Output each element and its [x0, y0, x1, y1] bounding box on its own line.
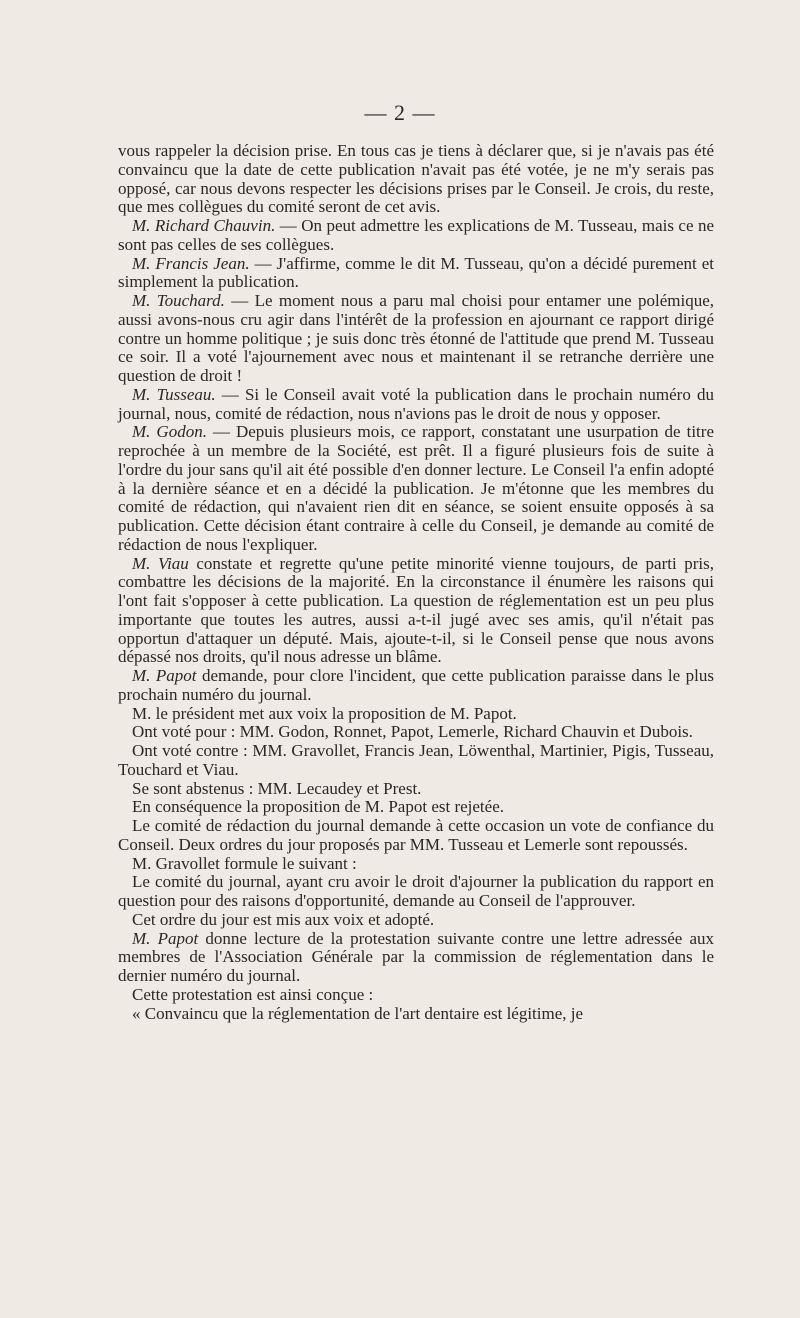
paragraph-text: demande, pour clore l'incident, que cette publication paraisse dans le plus prochain numéro du journal.	[118, 666, 714, 704]
speaker-name: M. Francis Jean.	[132, 253, 250, 273]
paragraph	[118, 798, 714, 817]
paragraph-text: vous rappeler la décision prise. En tous cas je tiens à déclarer que, si je n'avais pas été convaincu que la date de cette publication n'avait pas été votée, je ne m'y serais pas opposé, car nous devons respecter les décisions prises par le Conseil. Je crois, du reste, que mes collègues du comité seront de cet avis.	[118, 141, 714, 217]
speaker-name: M. Papot	[132, 928, 199, 948]
paragraph-text: Ont voté pour : MM. Godon, Ronnet, Papot, Lemerle, Richard Chauvin et Dubois.	[132, 722, 693, 742]
paragraph-text: constate et regrette qu'une petite minorité vienne toujours, de parti pris, combattre les décisions de la majorité. En la circonstance il énumère les raisons qui l'ont fait s'opposer à cette publication. La question de réglementation est un peu plus importante que toutes les autres, aussi a-t-il jugé avec ses amis, qu'il n'était pas opportun d'attaquer un député. Mais, ajoute-t-il, si le Conseil pense que nous avons dépassé nos droits, qu'il nous adresse un blâme.	[118, 553, 714, 667]
speaker-name: M. Viau	[132, 553, 189, 573]
paragraph-text: Se sont abstenus : MM. Lecaudey et Prest.	[132, 778, 422, 798]
paragraph	[118, 742, 714, 780]
paragraph	[118, 555, 714, 668]
speaker-name: M. Tusseau.	[132, 384, 216, 404]
paragraph	[118, 873, 714, 911]
speaker-name: M. Touchard.	[132, 291, 225, 310]
paragraph	[118, 780, 714, 799]
paragraph-text: Cette protestation est ainsi conçue :	[132, 984, 374, 1004]
paragraph-text: Ont voté contre : MM. Gravollet, Francis Jean, Löwenthal, Martinier, Pigis, Tusseau, Touchard et Viau.	[118, 741, 714, 779]
paragraph	[118, 930, 714, 986]
speaker-name: M. Godon.	[132, 422, 207, 442]
paragraph-text: — Depuis plusieurs mois, ce rapport, constatant une usurpation de titre reprochée à un membre de la Société, est prêt. Il a figuré plusieurs fois de suite à l'ordre du jour sans qu'il ait été possible d'en donner lecture. Le Conseil l'a enfin adopté à la dernière séance et en a décidé la publication. Je m'étonne que les membres du comité de rédaction, qui n'avaient rien dit en séance, se soient ensuite opposés à sa publication. Cette décision étant contraire à celle du Conseil, je demande au comité de rédaction de nous l'expliquer.	[118, 422, 714, 554]
paragraph	[118, 386, 714, 424]
paragraph	[118, 911, 714, 930]
paragraph	[118, 423, 714, 554]
paragraph-text: — J'affirme, comme le dit M. Tusseau, qu'on a décidé purement et simplement la publication.	[118, 253, 715, 292]
speaker-name: M. Papot	[132, 666, 197, 685]
document-body	[118, 142, 714, 1023]
paragraph-text: Cet ordre du jour est mis aux voix et adopté.	[132, 909, 435, 929]
page-number: — 2 —	[364, 100, 436, 125]
paragraph-text: Le comité du journal, ayant cru avoir le droit d'ajourner la publication du rapport en question pour des raisons d'opportunité, demande au Conseil de l'approuver.	[118, 872, 714, 910]
paragraph-text: M. le président met aux voix la proposition de M. Papot.	[132, 703, 517, 723]
paragraph-text: — Si le Conseil avait voté la publication dans le prochain numéro du journal, nous, comité de rédaction, nous n'avions pas le droit de nous y opposer.	[118, 384, 714, 423]
paragraph-text: — On peut admettre les explications de M. Tusseau, mais ce ne sont pas celles de ses collègues.	[118, 216, 714, 254]
paragraph	[118, 705, 714, 724]
paragraph	[118, 723, 714, 742]
paragraph-text: — Le moment nous a paru mal choisi pour entamer une polémique, aussi avons-nous cru agir dans l'intérêt de la profession en ajournant ce rapport dirigé contre un homme politique ; je suis donc très étonné de l'attitude que prend M. Tusseau ce soir. Il a voté l'ajournement avec nous et maintenant il se retranche derrière une question de droit !	[118, 291, 714, 385]
paragraph	[118, 217, 714, 255]
paragraph	[118, 255, 714, 293]
paragraph	[118, 855, 714, 874]
paragraph-text: En conséquence la proposition de M. Papot est rejetée.	[132, 797, 504, 817]
paragraph-text: M. Gravollet formule le suivant :	[132, 853, 357, 873]
paragraph	[118, 817, 714, 855]
paragraph	[118, 667, 714, 705]
speaker-name: M. Richard Chauvin.	[132, 216, 276, 235]
paragraph	[118, 986, 714, 1005]
paragraph-text: donne lecture de la protestation suivante contre une lettre adressée aux membres de l'Association Générale par la commission de réglementation dans le dernier numéro du journal.	[118, 928, 714, 985]
paragraph	[118, 1005, 714, 1024]
paragraph	[118, 292, 714, 386]
paragraph	[118, 142, 714, 217]
paragraph-text: Le comité de rédaction du journal demande à cette occasion un vote de confiance du Conseil. Deux ordres du jour proposés par MM. Tusseau et Lemerle sont repoussés.	[118, 816, 714, 854]
paragraph-text: « Convaincu que la réglementation de l'art dentaire est légitime, je	[132, 1003, 584, 1023]
